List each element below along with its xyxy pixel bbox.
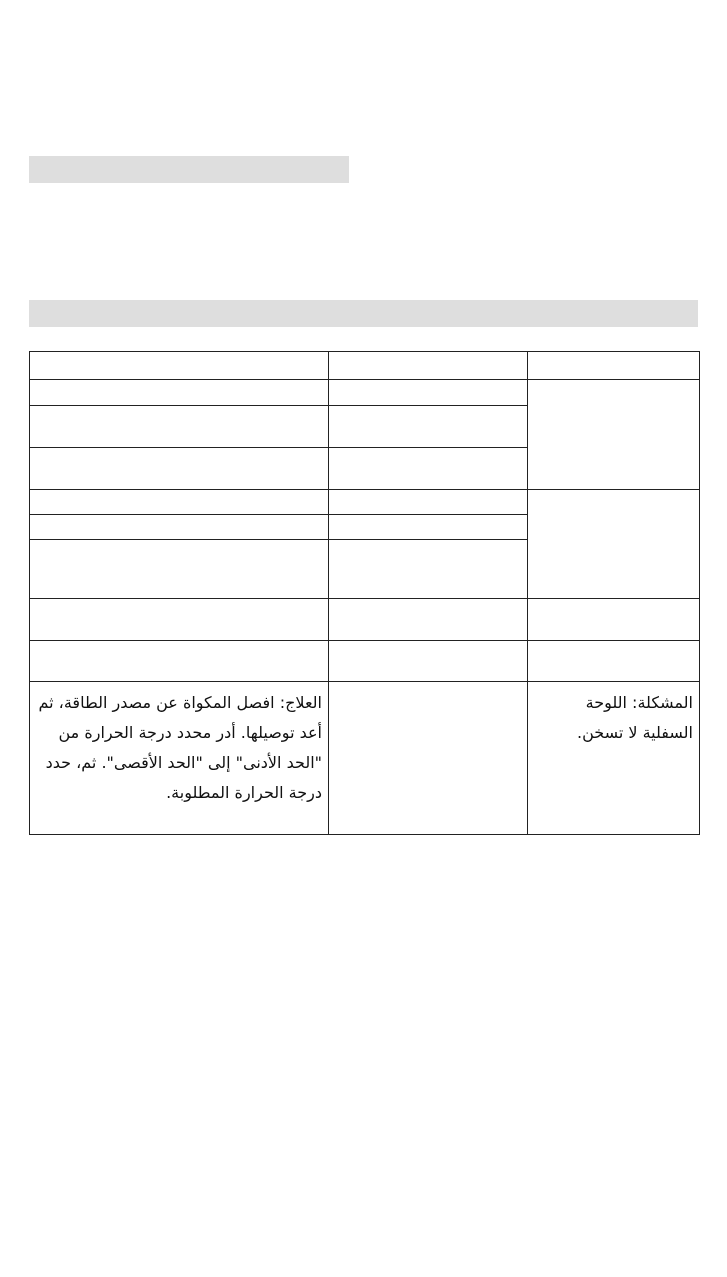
table-heading-bar (29, 300, 698, 327)
troubleshooting-table (29, 351, 700, 835)
table-row (30, 490, 700, 515)
cause-cell (329, 599, 528, 641)
problem-text: المشكلة: اللوحة السفلية لا تسخن. (576, 693, 693, 742)
problem-cell (528, 352, 700, 380)
cause-cell (329, 352, 528, 380)
problem-cell (528, 490, 700, 599)
cause-cell (329, 682, 528, 835)
section-heading-bar (29, 156, 349, 183)
cause-cell (329, 448, 528, 490)
solution-cell (30, 490, 329, 515)
solution-cell (30, 540, 329, 599)
cause-cell (329, 515, 528, 540)
table-row (30, 682, 700, 835)
solution-cell (30, 380, 329, 406)
table-row (30, 599, 700, 641)
problem-cell (528, 682, 700, 835)
table-row (30, 352, 700, 380)
solution-cell (30, 448, 329, 490)
solution-cell (30, 406, 329, 448)
solution-cell (30, 682, 329, 835)
solution-cell (30, 515, 329, 540)
problem-cell (528, 380, 700, 490)
problem-cell (528, 599, 700, 641)
solution-cell (30, 641, 329, 682)
cause-cell (329, 406, 528, 448)
solution-cell (30, 599, 329, 641)
problem-cell (528, 641, 700, 682)
cause-cell (329, 540, 528, 599)
solution-text: العلاج: افصل المكواة عن مصدر الطاقة، ثم أعد توصيلها. أدر محدد درجة الحرارة من "الحد الأدنى" إلى "الحد الأقصى". ثم، حدد درجة الحرارة المطلوبة. (33, 693, 322, 802)
cause-cell (329, 380, 528, 406)
cause-cell (329, 490, 528, 515)
cause-cell (329, 641, 528, 682)
table-row (30, 380, 700, 406)
solution-cell (30, 352, 329, 380)
table-row (30, 641, 700, 682)
